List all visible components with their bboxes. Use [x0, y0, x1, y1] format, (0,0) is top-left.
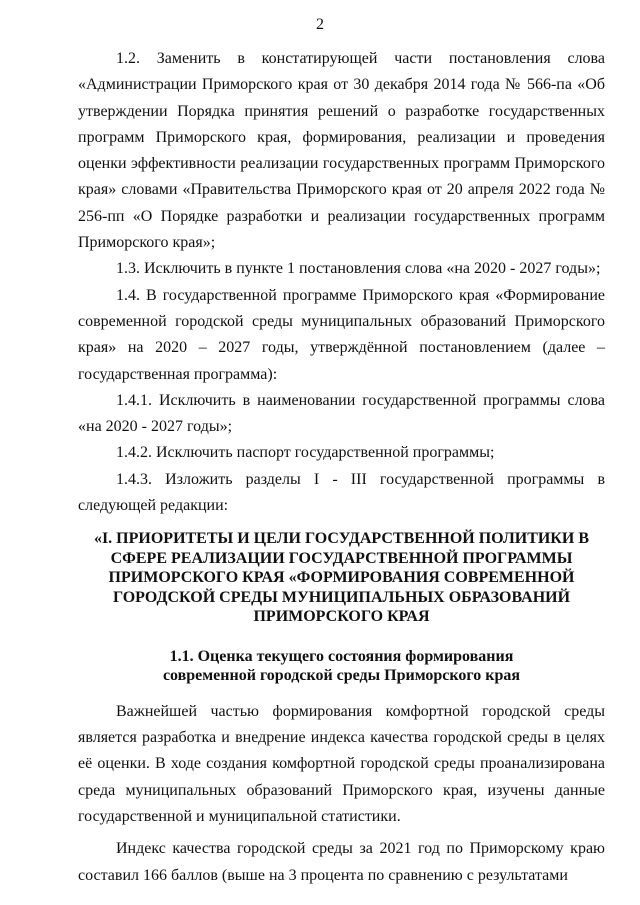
page-number: 2	[316, 16, 324, 33]
paragraph-1-4-2: 1.4.2. Исключить паспорт государственной программы;	[116, 444, 495, 462]
paragraph-index: Индекс качества городской среды за 2021 год по Приморскому краю составил 166 баллов (выше на 3 процента по сравнению с результатами	[78, 840, 605, 884]
paragraph-1-4-3: 1.4.3. Изложить разделы I - III государственной программы в следующей редакции:	[78, 470, 605, 515]
paragraph-1-2: 1.2. Заменить в констатирующей части постановления слова «Администрации Приморского края от 30 декабря 2014 года № 566-па «Об утверждении Порядка принятия решений о разработке государственных программ Приморского края, формирования, реализации и проведения оценки эффективности реализации государственных программ Приморского края» словами «Правительства Приморского края от 20 апреля 2022 года № 256-пп «О Порядке разработки и реализации государственных программ Приморского края»;	[78, 50, 605, 252]
subsection-heading-line-2: современной городской среды Приморского края	[162, 666, 521, 684]
section-heading-line-4: ГОРОДСКОЙ СРЕДЫ МУНИЦИПАЛЬНЫХ ОБРАЗОВАНИЙ	[112, 588, 571, 606]
document-body	[78, 46, 605, 889]
subsection-heading	[78, 647, 605, 685]
section-heading-line-3: ПРИМОРСКОГО КРАЯ «ФОРМИРОВАНИЯ СОВРЕМЕННОЙ	[108, 569, 575, 587]
section-heading	[78, 529, 605, 627]
paragraph-1-4: 1.4. В государственной программе Приморского края «Формирование современной городской среды муниципальных образований Приморского края» на 2020 – 2027 годы, утверждённой постановлением (далее – государственная программа):	[78, 286, 605, 383]
section-heading-line-1: «I. ПРИОРИТЕТЫ И ЦЕЛИ ГОСУДАРСТВЕННОЙ ПОЛИТИКИ В	[93, 530, 590, 548]
section-heading-line-2: СФЕРЕ РЕАЛИЗАЦИИ ГОСУДАРСТВЕННОЙ ПРОГРАММЫ	[110, 549, 573, 567]
section-heading-line-5: ПРИМОРСКОГО КРАЯ	[253, 608, 430, 626]
paragraph-1-3: 1.3. Исключить в пункте 1 постановления слова «на 2020 - 2027 годы»;	[116, 260, 601, 278]
paragraph-1-4-1: 1.4.1. Исключить в наименовании государственной программы слова «на 2020 - 2027 годы»;	[78, 391, 605, 436]
paragraph-assessment: Важнейшей частью формирования комфортной городской среды является разработка и внедрение индекса качества городской среды в целях её оценки. В ходе создания комфортной городской среды проанализирована среда муниципальных образований Приморского края, изучены данные государственной и муниципальной статистики.	[78, 702, 605, 826]
subsection-heading-line-1: 1.1. Оценка текущего состояния формирования	[169, 647, 514, 665]
